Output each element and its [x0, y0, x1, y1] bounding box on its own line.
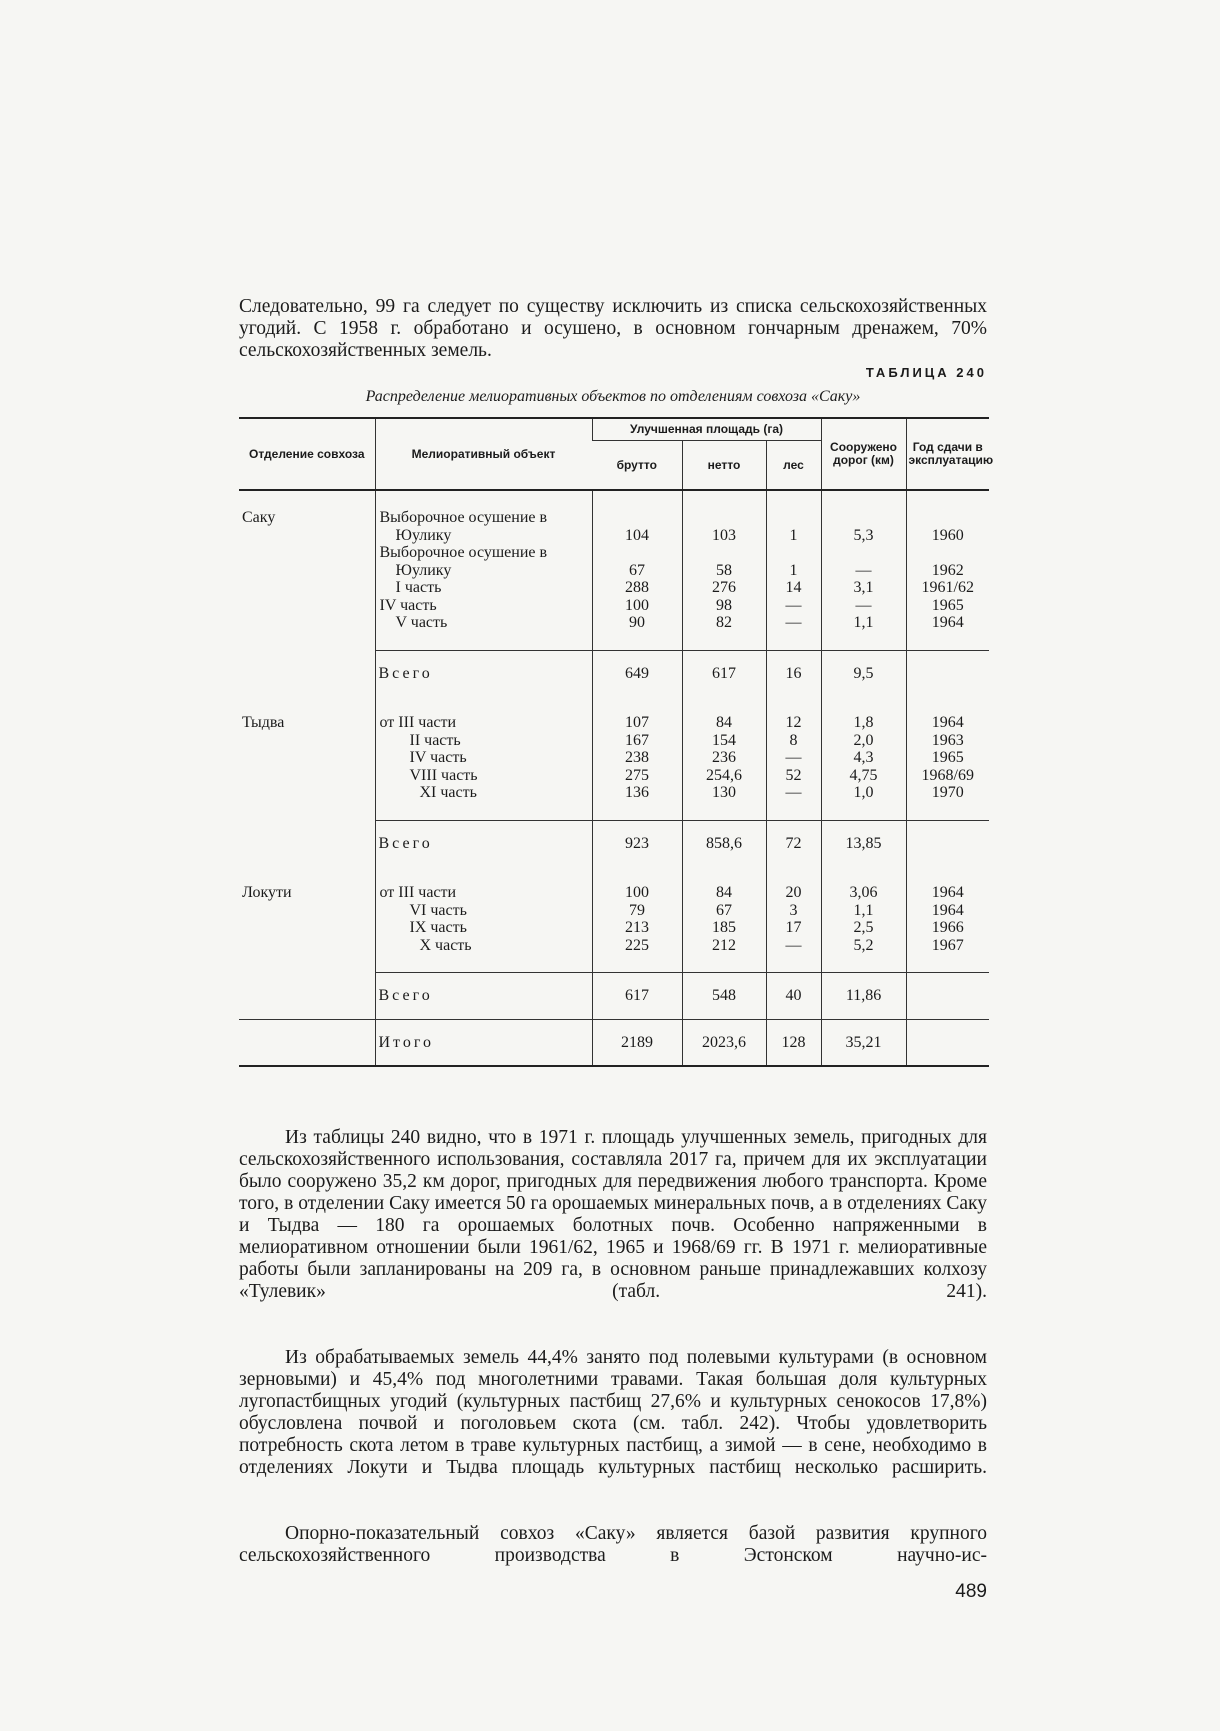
value-brutto: 136: [625, 784, 649, 801]
total-roads: 11,86: [821, 973, 906, 1020]
value-netto: 212: [712, 936, 736, 954]
total-netto: 617: [682, 650, 766, 696]
total-year: [906, 820, 989, 866]
value-netto: 103: [712, 526, 736, 544]
value-forest: —: [785, 784, 802, 801]
total-forest: 72: [766, 820, 821, 866]
value-year: 1964: [931, 614, 964, 631]
total-label: Всего: [375, 650, 592, 696]
cell-netto: [682, 866, 766, 973]
value-netto: 84: [716, 884, 732, 901]
value-forest: 8: [789, 731, 798, 749]
group-row: [239, 490, 989, 650]
value-roads: 1,1: [853, 614, 874, 631]
total-brutto: 923: [592, 820, 682, 866]
cell-roads: [821, 490, 906, 650]
value-year: 1963: [931, 731, 964, 749]
grand-total-roads: 35,21: [821, 1019, 906, 1066]
table-header-row: [239, 418, 989, 441]
table-caption: Распределение мелиоративных объектов по отделениям совхоза «Саку»: [365, 388, 861, 405]
value-roads: —: [855, 596, 872, 614]
value-year: 1960: [931, 526, 964, 544]
value-brutto: 288: [625, 579, 649, 596]
value-brutto: 100: [625, 596, 649, 614]
cell-object: [375, 490, 592, 650]
cell-forest: [766, 696, 821, 820]
value-roads: 4,75: [849, 766, 878, 784]
cell-roads: [821, 696, 906, 820]
total-forest: 16: [766, 650, 821, 696]
value-netto: 254,6: [706, 766, 742, 784]
page-number: 489: [955, 1581, 987, 1602]
value-year: 1970: [931, 784, 964, 801]
grand-total-brutto: 2189: [592, 1019, 682, 1066]
value-forest: 3: [789, 901, 798, 919]
value-forest: 52: [785, 766, 802, 784]
header-netto: нетто: [682, 441, 766, 491]
header-improved-area: Улучшенная площадь (га): [592, 418, 821, 441]
value-brutto: 67: [629, 561, 645, 579]
value-forest: —: [785, 936, 802, 954]
paragraph-3: Опорно-показательный совхоз «Саку» является базой развития крупного сельскохозяйственного производства в Эстонском научно-ис-: [239, 1523, 987, 1566]
object-line: XI часть: [419, 784, 477, 801]
value-forest: —: [785, 614, 802, 631]
group-row: [239, 866, 989, 973]
grand-total-netto: 2023,6: [682, 1019, 766, 1066]
dept-name: Тыдва: [242, 714, 285, 731]
value-netto: 98: [716, 596, 732, 614]
object-line: Юулику: [395, 561, 452, 579]
total-netto: 858,6: [682, 820, 766, 866]
value-roads: 1,0: [853, 784, 874, 801]
cell-forest: [766, 490, 821, 650]
total-forest: 40: [766, 973, 821, 1020]
value-year: 1962: [931, 561, 964, 579]
value-year: 1968/69: [921, 766, 974, 784]
table-body: [239, 490, 989, 1066]
header-year: Год сдачи в эксплуатацию: [906, 418, 989, 490]
value-netto: 84: [716, 714, 732, 731]
cell-netto: [682, 696, 766, 820]
total-brutto: 617: [592, 973, 682, 1020]
object-line: II часть: [409, 731, 461, 749]
value-netto: 154: [712, 731, 736, 749]
value-netto: 130: [712, 784, 736, 801]
cell-netto: [682, 490, 766, 650]
object-line: IX часть: [409, 919, 467, 936]
value-brutto: 213: [625, 919, 649, 936]
value-roads: 5,3: [853, 526, 874, 544]
header-roads: Сооружено дорог (км): [821, 418, 906, 490]
value-brutto: 79: [629, 901, 645, 919]
header-brutto: брутто: [592, 441, 682, 491]
object-line: Выборочное осушение в: [379, 544, 548, 561]
object-line: VIII часть: [409, 766, 478, 784]
value-year: 1965: [931, 749, 964, 766]
object-line: VI часть: [409, 901, 467, 919]
object-line: IV часть: [379, 596, 437, 614]
intro-paragraph: Следовательно, 99 га следует по существу исключить из списка сельскохозяйственных угодий. С 1958 г. обработано и осушено, в основном гончарным дренажем, 70% сельскохозяйственных земель.: [239, 296, 987, 361]
object-line: Юулику: [395, 526, 452, 544]
value-forest: 14: [785, 579, 802, 596]
value-year: 1965: [931, 596, 964, 614]
cell-object: [375, 696, 592, 820]
value-forest: —: [785, 749, 802, 766]
value-roads: 2,5: [853, 919, 874, 936]
cell-year: [906, 490, 989, 650]
total-roads: 13,85: [821, 820, 906, 866]
value-brutto: 100: [625, 884, 649, 901]
value-roads: 5,2: [853, 936, 874, 954]
value-brutto: 104: [625, 526, 649, 544]
object-line: V часть: [395, 614, 448, 631]
cell-brutto: [592, 866, 682, 973]
dept-name: Локути: [242, 884, 292, 901]
value-roads: 1,8: [853, 714, 874, 731]
value-brutto: 90: [629, 614, 645, 631]
value-forest: 20: [785, 884, 802, 901]
value-year: 1964: [931, 901, 964, 919]
value-roads: 1,1: [853, 901, 874, 919]
cell-year: [906, 866, 989, 973]
object-line: I часть: [395, 579, 442, 596]
object-line: от III части: [379, 714, 457, 731]
paragraph-1: Из таблицы 240 видно, что в 1971 г. площадь улучшенных земель, пригодных для сельскохозяйственного использования, составляла 2017 га, причем для их эксплуатации было сооружено 35,2 км дорог, пригодных для передвижения любого транспорта. Кроме того, в отделении Саку имеется 50 га орошаемых минеральных почв, а в отделениях Саку и Тыдва — 180 га орошаемых болотных почв. Особенно напряженными в мелиоративном отношении были 1961/62, 1965 и 1968/69 гг. В 1971 г. мелиоративные работы были запланированы на 209 га, в основном раньше принадлежавших колхозу «Тулевик» (табл. 241).: [239, 1127, 987, 1302]
total-year: [906, 973, 989, 1020]
grand-total-label: Итого: [375, 1019, 592, 1066]
grand-total-year: [906, 1019, 989, 1066]
value-brutto: 107: [625, 714, 649, 731]
table-label: ТАБЛИЦА 240: [865, 365, 987, 380]
total-brutto: 649: [592, 650, 682, 696]
value-forest: 12: [785, 714, 802, 731]
cell-brutto: [592, 490, 682, 650]
grand-total-forest: 128: [766, 1019, 821, 1066]
grand-total-dept: [239, 1019, 375, 1066]
value-roads: 2,0: [853, 731, 874, 749]
value-netto: 58: [716, 561, 732, 579]
paragraph-2: Из обрабатываемых земель 44,4% занято под полевыми культурами (в основном зерновыми) и 45,4% под многолетними травами. Такая большая доля культурных лугопастбищных угодий (культурных пастбищ 27,6% и культурных сенокосов 17,8%) обусловлена почвой и поголовьем скота (см. табл. 242). Чтобы удовлетворить потребность скота летом в траве культурных пастбищ, а зимой — в сене, необходимо в отделениях Локути и Тыдва площадь культурных пастбищ несколько расширить.: [239, 1347, 987, 1478]
value-netto: 185: [712, 919, 736, 936]
value-year: 1966: [931, 919, 964, 936]
grand-total-row: [239, 1019, 989, 1066]
object-line: от III части: [379, 884, 457, 901]
total-netto: 548: [682, 973, 766, 1020]
header-forest: лес: [766, 441, 821, 491]
dept-name: Саку: [242, 509, 276, 526]
cell-roads: [821, 866, 906, 973]
object-line: IV часть: [409, 749, 467, 766]
value-netto: 276: [712, 579, 736, 596]
total-year: [906, 650, 989, 696]
total-roads: 9,5: [821, 650, 906, 696]
cell-object: [375, 866, 592, 973]
value-forest: —: [785, 596, 802, 614]
value-netto: 236: [712, 749, 736, 766]
value-year: 1964: [931, 884, 964, 901]
value-forest: 1: [789, 561, 798, 579]
value-netto: 82: [716, 614, 732, 631]
cell-year: [906, 696, 989, 820]
value-brutto: 225: [625, 936, 649, 954]
value-roads: —: [855, 561, 872, 579]
total-label: Всего: [375, 820, 592, 866]
header-dept: Отделение совхоза: [239, 418, 375, 490]
header-object: Мелиоративный объект: [375, 418, 592, 490]
melioration-table: [239, 417, 994, 1067]
value-brutto: 275: [625, 766, 649, 784]
value-brutto: 238: [625, 749, 649, 766]
total-label: Всего: [375, 973, 592, 1020]
group-row: [239, 696, 989, 820]
value-roads: 4,3: [853, 749, 874, 766]
value-roads: 3,06: [849, 884, 878, 901]
object-line: Выборочное осушение в: [379, 509, 548, 526]
value-forest: 1: [789, 526, 798, 544]
value-brutto: 167: [625, 731, 649, 749]
object-line: X часть: [419, 936, 472, 954]
value-forest: 17: [785, 919, 802, 936]
value-netto: 67: [716, 901, 732, 919]
value-year: 1961/62: [921, 579, 974, 596]
value-year: 1967: [931, 936, 964, 954]
value-year: 1964: [931, 714, 964, 731]
cell-forest: [766, 866, 821, 973]
value-roads: 3,1: [853, 579, 874, 596]
cell-brutto: [592, 696, 682, 820]
